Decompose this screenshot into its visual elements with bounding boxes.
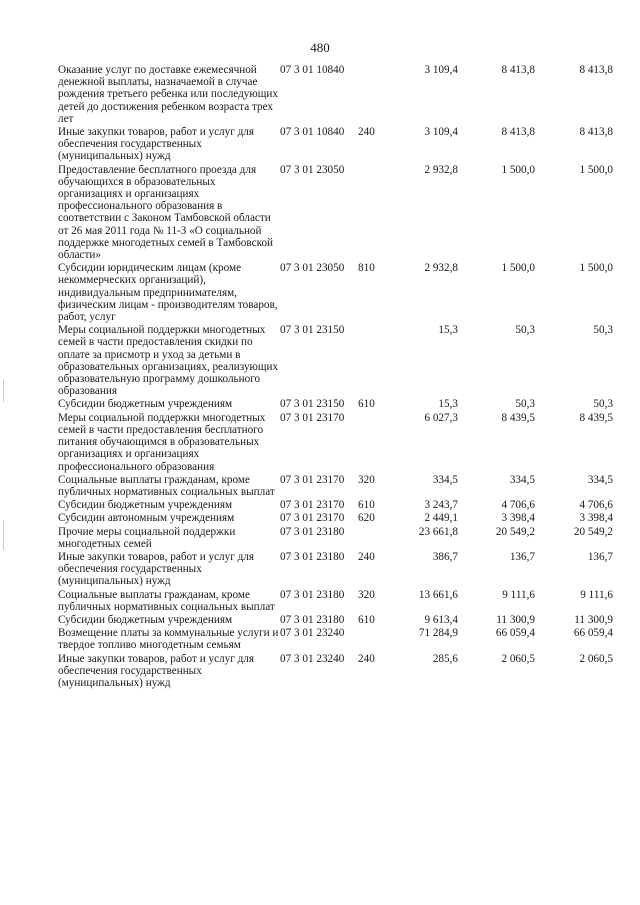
page-number: 480 [310, 40, 330, 55]
row-expense-type [358, 324, 384, 398]
scan-artifact [3, 380, 4, 402]
row-amount-1: 3 109,4 [424, 64, 458, 76]
row-amount-1: 9 613,4 [424, 613, 458, 626]
table-row [58, 324, 613, 398]
row-amount-1: 15,3 [438, 324, 458, 337]
row-target-code: 07 3 01 23180 [280, 525, 345, 538]
row-name: Социальные выплаты гражданам, кроме публичных нормативных социальных выплат [58, 473, 275, 498]
row-amount-1: 15,3 [438, 398, 458, 411]
row-amount-2: 334,5 [509, 473, 535, 486]
row-amount-3: 334,5 [587, 473, 613, 486]
row-amount-3: 8 413,8 [579, 126, 613, 139]
row-name: Прочие меры социальной поддержки многодетных семей [58, 525, 236, 550]
table-row [58, 512, 613, 525]
scan-artifact [3, 520, 4, 550]
row-target-code: 07 3 01 23050 [280, 262, 345, 275]
row-amount-1: 23 661,8 [418, 525, 458, 538]
table-row [58, 412, 613, 474]
row-expense-type: 240 [358, 550, 375, 563]
row-amount-3: 20 549,2 [573, 525, 613, 538]
row-amount-2: 66 059,4 [495, 627, 535, 640]
row-name: Иные закупки товаров, работ и услуг для обеспечения государственных (муниципальных) нужд [58, 126, 255, 163]
row-amount-2: 8 413,8 [501, 64, 535, 76]
row-target-code: 07 3 01 23180 [280, 613, 345, 626]
row-amount-3: 8 439,5 [579, 411, 613, 424]
row-amount-1: 386,7 [432, 550, 458, 563]
row-amount-3: 50,3 [593, 398, 613, 411]
row-amount-1: 13 661,6 [418, 588, 458, 601]
row-amount-1: 6 027,3 [424, 411, 458, 424]
row-name: Субсидии бюджетным учреждениям [58, 499, 233, 512]
table-row [58, 627, 613, 652]
table-row [58, 262, 613, 324]
row-target-code: 07 3 01 23170 [280, 512, 345, 525]
row-expense-type: 610 [358, 499, 375, 512]
row-expense-type: 240 [358, 126, 375, 139]
row-name: Меры социальной поддержки многодетных семей в части предоставления бесплатного питания обучающимся в образовательных организациях и организациях профессионального образования [58, 411, 266, 473]
row-amount-1: 3 109,4 [424, 126, 458, 139]
table-row [58, 164, 613, 263]
row-amount-1: 334,5 [432, 473, 458, 486]
row-name: Возмещение платы за коммунальные услуги и твердое топливо многодетным семьям [58, 627, 279, 652]
row-target-code: 07 3 01 10840 [280, 126, 345, 139]
row-expense-type: 610 [358, 398, 375, 411]
row-amount-3: 11 300,9 [574, 613, 613, 626]
row-amount-2: 11 300,9 [496, 613, 535, 626]
row-name: Социальные выплаты гражданам, кроме публичных нормативных социальных выплат [58, 588, 275, 613]
row-amount-3: 2 060,5 [579, 652, 613, 665]
row-amount-2: 20 549,2 [495, 525, 535, 538]
row-amount-1: 71 284,9 [418, 627, 458, 640]
row-amount-1: 2 932,8 [424, 163, 458, 176]
row-name: Оказание услуг по доставке ежемесячной денежной выплаты, назначаемой в случае рождения третьего ребенка или последующих детей до достижения ребенком возраста трех лет [58, 64, 278, 125]
row-amount-1: 2 932,8 [424, 262, 458, 275]
budget-table-body [58, 64, 613, 690]
row-expense-type: 240 [358, 652, 375, 665]
row-expense-type: 620 [358, 512, 375, 525]
row-target-code: 07 3 01 23050 [280, 163, 345, 176]
row-amount-1: 285,6 [432, 652, 458, 665]
table-row [58, 126, 613, 164]
row-amount-2: 2 060,5 [501, 652, 535, 665]
row-amount-3: 1 500,0 [579, 163, 613, 176]
row-target-code: 07 3 01 23180 [280, 588, 345, 601]
row-amount-3: 66 059,4 [573, 627, 613, 640]
row-name: Субсидии автономным учреждениям [58, 512, 235, 525]
row-amount-3: 50,3 [593, 324, 613, 337]
row-amount-2: 8 413,8 [501, 126, 535, 139]
row-amount-2: 50,3 [515, 324, 535, 337]
row-name: Предоставление бесплатного проезда для обучающихся в образовательных организациях и организациях профессионального образования в соответствии с Законом Тамбовской области от 26 мая 2011 года № 11-З «О социальной поддержке многодетных семей в Тамбовской области» [58, 163, 274, 262]
row-amount-2: 1 500,0 [501, 262, 535, 275]
table-row [58, 474, 613, 499]
table-row [58, 653, 613, 691]
table-row [58, 526, 613, 551]
row-expense-type: 320 [358, 588, 375, 601]
row-amount-2: 50,3 [515, 398, 535, 411]
row-amount-2: 136,7 [509, 550, 535, 563]
row-amount-2: 9 111,6 [502, 588, 535, 601]
row-amount-3: 1 500,0 [579, 262, 613, 275]
row-expense-type [358, 412, 384, 474]
row-amount-2: 8 439,5 [501, 411, 535, 424]
table-row [58, 589, 613, 614]
row-target-code: 07 3 01 23240 [280, 652, 345, 665]
table-row [58, 614, 613, 627]
row-amount-2: 3 398,4 [501, 512, 535, 525]
row-target-code: 07 3 01 23170 [280, 411, 345, 424]
row-amount-2: 1 500,0 [501, 163, 535, 176]
row-amount-3: 3 398,4 [579, 512, 613, 525]
row-target-code: 07 3 01 23240 [280, 627, 345, 640]
row-target-code: 07 3 01 23170 [280, 499, 345, 512]
budget-table [58, 64, 613, 690]
row-amount-2: 4 706,6 [501, 499, 535, 512]
row-amount-3: 9 111,6 [580, 588, 613, 601]
row-expense-type: 610 [358, 613, 375, 626]
row-amount-3: 136,7 [587, 550, 613, 563]
table-row [58, 551, 613, 589]
row-name: Субсидии бюджетным учреждениям [58, 398, 233, 411]
row-expense-type: 810 [358, 262, 375, 275]
row-target-code: 07 3 01 23170 [280, 473, 345, 486]
row-target-code: 07 3 01 23150 [280, 324, 345, 337]
table-row [58, 398, 613, 411]
row-name: Иные закупки товаров, работ и услуг для обеспечения государственных (муниципальных) нужд [58, 550, 255, 588]
table-row [58, 64, 613, 126]
row-amount-1: 3 243,7 [424, 499, 458, 512]
row-target-code: 07 3 01 23150 [280, 398, 345, 411]
row-amount-3: 8 413,8 [579, 64, 613, 76]
row-name: Субсидии юридическим лицам (кроме некоммерческих организаций), индивидуальным предпринимателям, физическим лицам - производителям товаров, работ, услуг [58, 262, 278, 324]
row-expense-type [358, 64, 384, 126]
row-expense-type [358, 526, 384, 551]
row-amount-1: 2 449,1 [424, 512, 458, 525]
row-expense-type: 320 [358, 473, 375, 486]
row-expense-type [358, 164, 384, 263]
row-target-code: 07 3 01 10840 [280, 64, 345, 76]
table-row [58, 499, 613, 512]
row-name: Иные закупки товаров, работ и услуг для обеспечения государственных (муниципальных) нужд [58, 652, 255, 689]
row-name: Субсидии бюджетным учреждениям [58, 613, 233, 626]
row-expense-type [358, 627, 384, 652]
row-target-code: 07 3 01 23180 [280, 550, 345, 563]
row-amount-3: 4 706,6 [579, 499, 613, 512]
row-name: Меры социальной поддержки многодетных семей в части предоставления скидки по оплате за присмотр и уход за детьми в образовательных организациях, реализующих образовательную программу дошкольного образования [58, 324, 279, 398]
